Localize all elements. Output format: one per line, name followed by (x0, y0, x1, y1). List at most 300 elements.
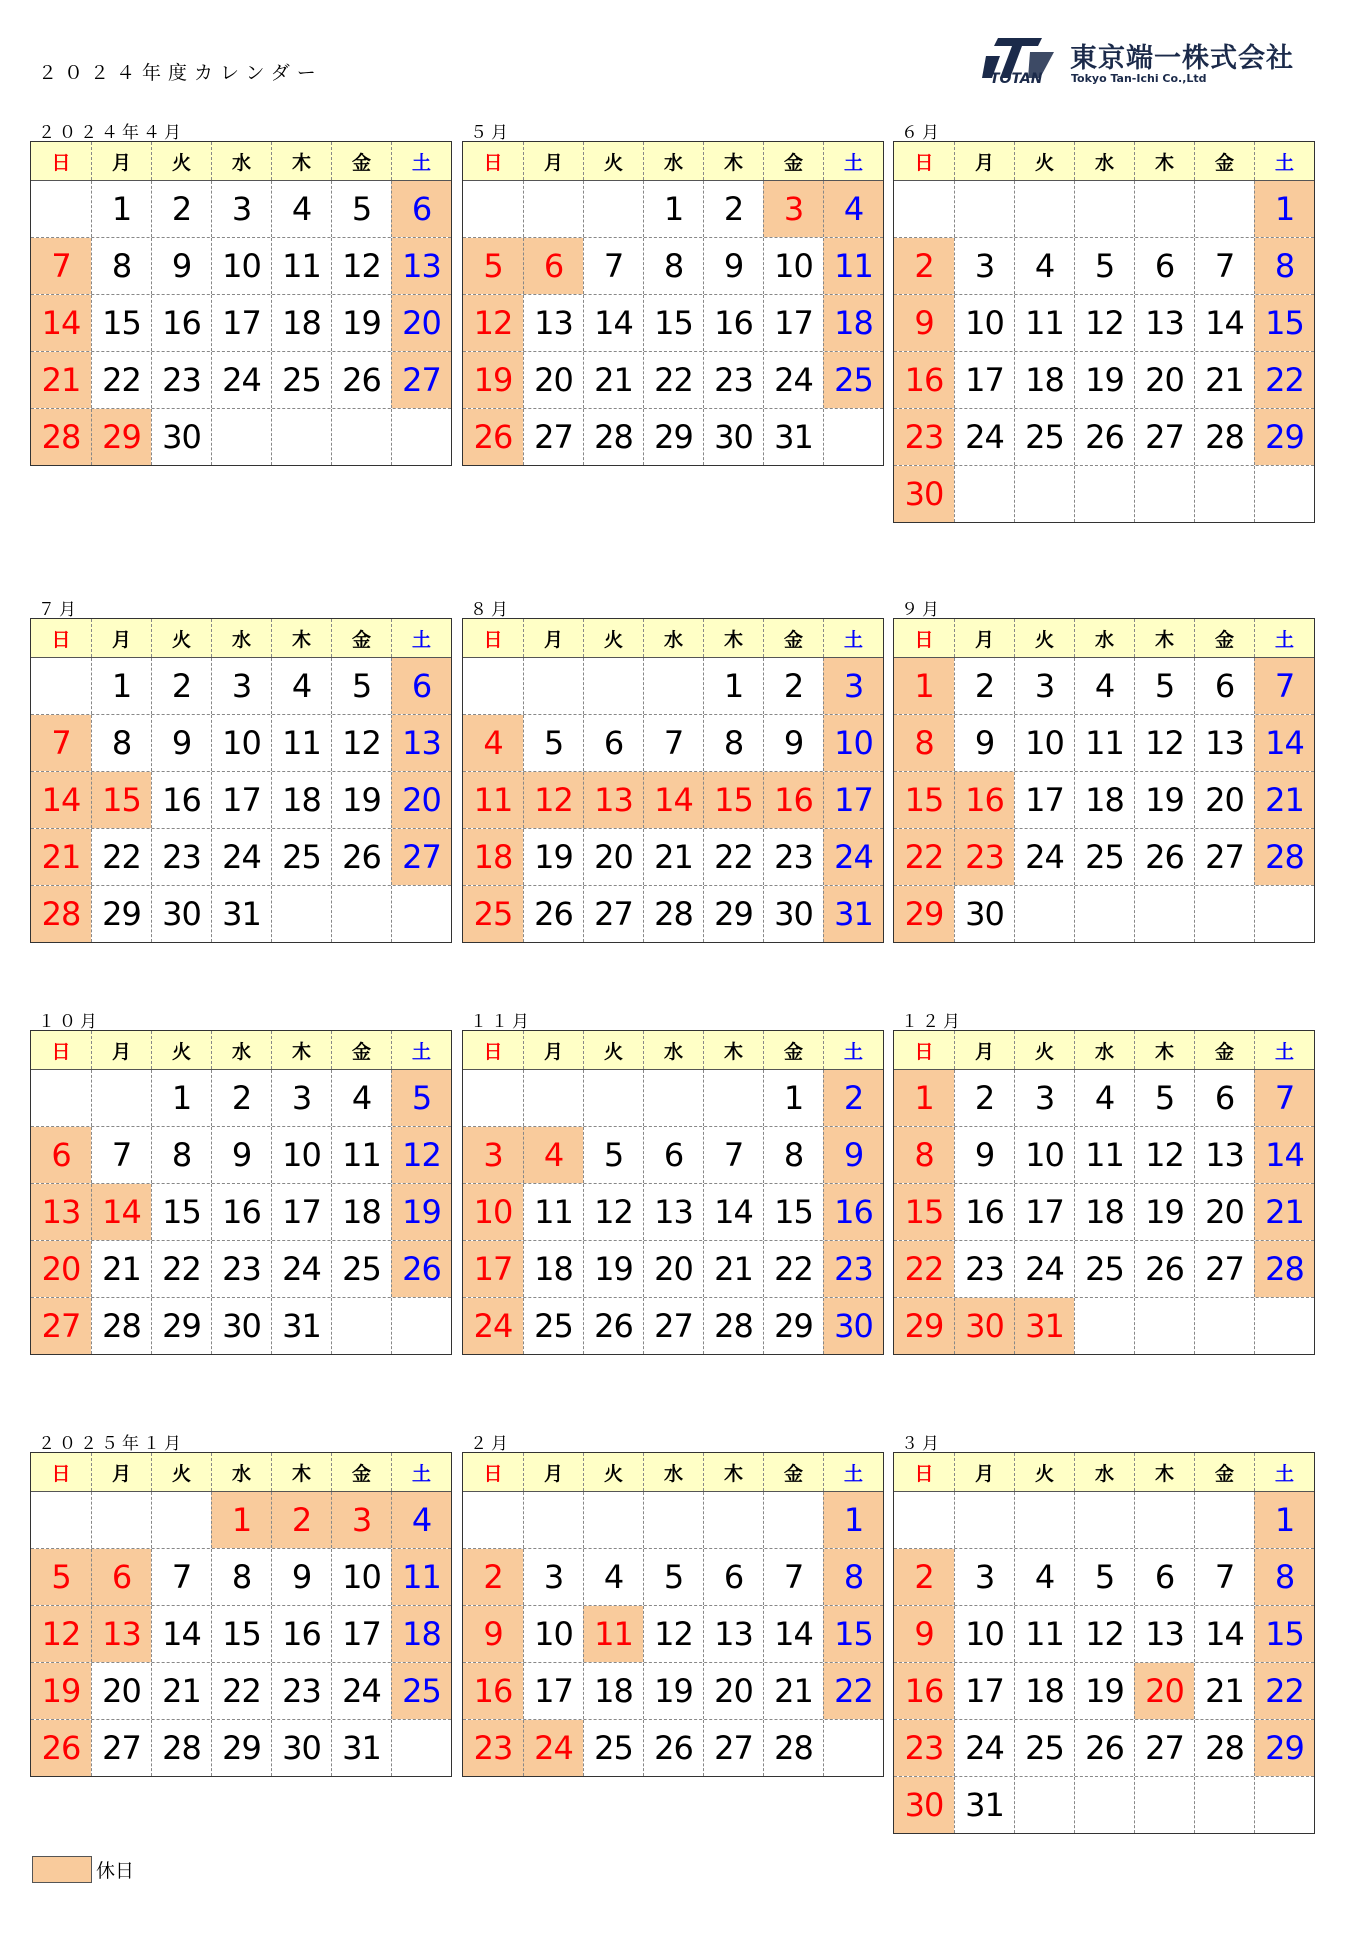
week-row (31, 1297, 451, 1354)
weekday-cell: 水 (643, 619, 703, 657)
day-cell: 25 (1014, 409, 1074, 465)
empty-cell (1194, 466, 1254, 522)
day-cell: 28 (1254, 829, 1314, 885)
weekday-cell: 水 (1074, 1031, 1134, 1069)
day-cell: 5 (331, 658, 391, 714)
day-cell: 25 (271, 352, 331, 408)
weekday-cell: 水 (211, 1453, 271, 1491)
month-calendar (30, 123, 452, 466)
day-cell: 29 (1254, 409, 1314, 465)
weekday-cell: 月 (523, 1453, 583, 1491)
weekday-cell: 月 (91, 1031, 151, 1069)
day-cell: 6 (1134, 238, 1194, 294)
month-table (30, 618, 452, 943)
week-row (894, 771, 1314, 828)
day-cell: 19 (1074, 1663, 1134, 1719)
day-cell: 21 (583, 352, 643, 408)
day-cell: 6 (523, 238, 583, 294)
weekday-header (31, 1031, 451, 1070)
day-cell: 11 (271, 715, 331, 771)
day-cell: 21 (763, 1663, 823, 1719)
day-cell: 8 (894, 715, 954, 771)
day-cell: 18 (823, 295, 883, 351)
weekday-cell: 日 (483, 151, 503, 174)
week-row (463, 1605, 883, 1662)
empty-cell (1254, 1777, 1314, 1833)
day-cell: 28 (1194, 409, 1254, 465)
day-cell: 9 (763, 715, 823, 771)
day-cell: 24 (271, 1241, 331, 1297)
day-cell: 3 (823, 658, 883, 714)
empty-cell (523, 181, 583, 237)
week-row (463, 1297, 883, 1354)
legend-label: 休日 (96, 1860, 135, 1882)
day-cell: 2 (954, 658, 1014, 714)
day-cell: 4 (583, 1549, 643, 1605)
empty-cell (1194, 886, 1254, 942)
day-cell: 21 (31, 352, 91, 408)
weekday-cell: 火 (151, 1453, 211, 1491)
day-cell: 28 (763, 1720, 823, 1776)
day-cell: 10 (823, 715, 883, 771)
day-cell: 26 (391, 1241, 451, 1297)
day-cell: 7 (1254, 1070, 1314, 1126)
day-cell: 12 (583, 1184, 643, 1240)
day-cell: 2 (151, 181, 211, 237)
day-cell: 30 (894, 466, 954, 522)
week-row (31, 237, 451, 294)
day-cell: 6 (391, 181, 451, 237)
weekday-cell: 木 (703, 142, 763, 180)
day-cell: 11 (391, 1549, 451, 1605)
empty-cell (1074, 1777, 1134, 1833)
day-cell: 31 (211, 886, 271, 942)
day-cell: 26 (643, 1720, 703, 1776)
day-cell: 13 (391, 238, 451, 294)
day-cell: 19 (583, 1241, 643, 1297)
week-row (31, 828, 451, 885)
day-cell: 3 (954, 238, 1014, 294)
day-cell: 14 (31, 295, 91, 351)
day-cell: 13 (91, 1606, 151, 1662)
empty-cell (1134, 1777, 1194, 1833)
day-cell: 31 (1014, 1298, 1074, 1354)
legend (32, 1856, 134, 1883)
empty-cell (1194, 1492, 1254, 1548)
day-cell: 26 (583, 1298, 643, 1354)
day-cell: 11 (523, 1184, 583, 1240)
day-cell: 8 (1254, 238, 1314, 294)
month-calendar (462, 1434, 884, 1777)
weekday-cell: 土 (823, 1031, 883, 1069)
day-cell: 22 (823, 1663, 883, 1719)
day-cell: 20 (1134, 352, 1194, 408)
day-cell: 15 (211, 1606, 271, 1662)
day-cell: 24 (463, 1298, 523, 1354)
month-table (30, 1030, 452, 1355)
day-cell: 12 (391, 1127, 451, 1183)
week-row (894, 1297, 1314, 1354)
day-cell: 4 (1074, 1070, 1134, 1126)
weekday-cell: 木 (271, 1031, 331, 1069)
weekday-cell: 金 (331, 619, 391, 657)
empty-cell (643, 1492, 703, 1548)
week-row (31, 771, 451, 828)
day-cell: 1 (643, 181, 703, 237)
month-table (893, 1452, 1315, 1834)
empty-cell (91, 1070, 151, 1126)
week-row (463, 408, 883, 465)
weekday-cell: 木 (1134, 142, 1194, 180)
day-cell: 7 (763, 1549, 823, 1605)
month-label: ６月 (901, 123, 943, 143)
day-cell: 17 (271, 1184, 331, 1240)
empty-cell (211, 409, 271, 465)
day-cell: 13 (1194, 1127, 1254, 1183)
day-cell: 1 (91, 181, 151, 237)
day-cell: 31 (954, 1777, 1014, 1833)
day-cell: 23 (703, 352, 763, 408)
week-row (894, 465, 1314, 522)
weekday-cell: 金 (763, 1453, 823, 1491)
day-cell: 3 (331, 1492, 391, 1548)
month-calendar (893, 123, 1315, 523)
day-cell: 23 (954, 1241, 1014, 1297)
day-cell: 21 (1194, 1663, 1254, 1719)
day-cell: 4 (271, 658, 331, 714)
weekday-cell: 水 (211, 142, 271, 180)
day-cell: 14 (91, 1184, 151, 1240)
day-cell: 18 (1074, 772, 1134, 828)
month-table (893, 1030, 1315, 1355)
day-cell: 5 (331, 181, 391, 237)
day-cell: 29 (91, 409, 151, 465)
month-label: ９月 (901, 600, 943, 620)
weekday-cell: 金 (763, 619, 823, 657)
weekday-cell: 日 (914, 151, 934, 174)
day-cell: 1 (703, 658, 763, 714)
weekday-header (463, 1031, 883, 1070)
day-cell: 23 (271, 1663, 331, 1719)
day-cell: 4 (331, 1070, 391, 1126)
weekday-cell: 水 (1074, 619, 1134, 657)
day-cell: 24 (211, 829, 271, 885)
day-cell: 9 (151, 715, 211, 771)
day-cell: 20 (31, 1241, 91, 1297)
empty-cell (463, 181, 523, 237)
day-cell: 13 (643, 1184, 703, 1240)
day-cell: 15 (703, 772, 763, 828)
empty-cell (1134, 1492, 1194, 1548)
day-cell: 11 (1014, 295, 1074, 351)
day-cell: 1 (1254, 181, 1314, 237)
weekday-cell: 金 (1194, 1453, 1254, 1491)
week-row (894, 1605, 1314, 1662)
day-cell: 9 (703, 238, 763, 294)
empty-cell (1194, 181, 1254, 237)
day-cell: 20 (643, 1241, 703, 1297)
day-cell: 6 (643, 1127, 703, 1183)
weekday-cell: 日 (483, 1040, 503, 1063)
day-cell: 6 (703, 1549, 763, 1605)
empty-cell (1194, 1777, 1254, 1833)
weekday-cell: 月 (954, 142, 1014, 180)
week-row (463, 1492, 883, 1548)
day-cell: 27 (1134, 409, 1194, 465)
week-row (463, 237, 883, 294)
empty-cell (894, 1492, 954, 1548)
day-cell: 7 (151, 1549, 211, 1605)
weekday-cell: 日 (483, 628, 503, 651)
day-cell: 26 (1134, 829, 1194, 885)
day-cell: 19 (1134, 1184, 1194, 1240)
day-cell: 5 (1074, 238, 1134, 294)
day-cell: 1 (1254, 1492, 1314, 1548)
day-cell: 10 (1014, 715, 1074, 771)
week-row (463, 828, 883, 885)
day-cell: 17 (463, 1241, 523, 1297)
day-cell: 22 (91, 352, 151, 408)
day-cell: 22 (703, 829, 763, 885)
day-cell: 14 (703, 1184, 763, 1240)
month-calendar (893, 600, 1315, 943)
day-cell: 4 (463, 715, 523, 771)
day-cell: 28 (583, 409, 643, 465)
weekday-cell: 火 (583, 1453, 643, 1491)
day-cell: 16 (894, 352, 954, 408)
day-cell: 6 (583, 715, 643, 771)
weekday-header (894, 1031, 1314, 1070)
day-cell: 8 (894, 1127, 954, 1183)
day-cell: 9 (894, 295, 954, 351)
day-cell: 28 (151, 1720, 211, 1776)
month-label: ２０２４年４月 (38, 123, 185, 143)
day-cell: 2 (271, 1492, 331, 1548)
day-cell: 24 (823, 829, 883, 885)
weekday-cell: 火 (583, 619, 643, 657)
day-cell: 20 (1134, 1663, 1194, 1719)
day-cell: 10 (463, 1184, 523, 1240)
day-cell: 24 (954, 409, 1014, 465)
day-cell: 10 (954, 1606, 1014, 1662)
weekday-header (894, 1453, 1314, 1492)
day-cell: 3 (463, 1127, 523, 1183)
day-cell: 27 (703, 1720, 763, 1776)
day-cell: 28 (703, 1298, 763, 1354)
weekday-cell: 土 (391, 1031, 451, 1069)
day-cell: 4 (1014, 238, 1074, 294)
weekday-cell: 水 (643, 1031, 703, 1069)
day-cell: 5 (391, 1070, 451, 1126)
day-cell: 15 (1254, 295, 1314, 351)
weekday-cell: 金 (1194, 619, 1254, 657)
empty-cell (763, 1492, 823, 1548)
day-cell: 27 (91, 1720, 151, 1776)
day-cell: 14 (763, 1606, 823, 1662)
empty-cell (1014, 886, 1074, 942)
day-cell: 7 (1194, 238, 1254, 294)
day-cell: 1 (211, 1492, 271, 1548)
weekday-cell: 月 (91, 619, 151, 657)
day-cell: 14 (1194, 1606, 1254, 1662)
empty-cell (823, 409, 883, 465)
day-cell: 12 (31, 1606, 91, 1662)
month-label: ８月 (470, 600, 512, 620)
week-row (894, 1548, 1314, 1605)
weekday-cell: 月 (954, 619, 1014, 657)
day-cell: 15 (763, 1184, 823, 1240)
day-cell: 21 (31, 829, 91, 885)
day-cell: 6 (1134, 1549, 1194, 1605)
weekday-cell: 月 (954, 1453, 1014, 1491)
month-label: ３月 (901, 1434, 943, 1454)
day-cell: 12 (643, 1606, 703, 1662)
empty-cell (1134, 466, 1194, 522)
day-cell: 18 (271, 772, 331, 828)
day-cell: 25 (463, 886, 523, 942)
week-row (463, 1183, 883, 1240)
empty-cell (703, 1070, 763, 1126)
weekday-header (894, 619, 1314, 658)
page-title: ２０２４年度カレンダー (38, 62, 323, 84)
week-row (894, 294, 1314, 351)
empty-cell (331, 1298, 391, 1354)
day-cell: 8 (643, 238, 703, 294)
empty-cell (331, 409, 391, 465)
empty-cell (1074, 886, 1134, 942)
weekday-cell: 金 (1194, 1031, 1254, 1069)
day-cell: 20 (703, 1663, 763, 1719)
week-row (31, 351, 451, 408)
day-cell: 18 (583, 1663, 643, 1719)
week-row (31, 1070, 451, 1126)
day-cell: 20 (391, 295, 451, 351)
day-cell: 19 (1074, 352, 1134, 408)
day-cell: 11 (1074, 715, 1134, 771)
day-cell: 12 (331, 715, 391, 771)
day-cell: 8 (91, 238, 151, 294)
day-cell: 16 (823, 1184, 883, 1240)
empty-cell (523, 1492, 583, 1548)
day-cell: 21 (643, 829, 703, 885)
day-cell: 29 (1254, 1720, 1314, 1776)
day-cell: 15 (823, 1606, 883, 1662)
weekday-cell: 日 (51, 151, 71, 174)
day-cell: 4 (823, 181, 883, 237)
day-cell: 29 (151, 1298, 211, 1354)
day-cell: 13 (391, 715, 451, 771)
day-cell: 28 (1254, 1241, 1314, 1297)
day-cell: 28 (31, 886, 91, 942)
empty-cell (583, 658, 643, 714)
month-calendar (462, 123, 884, 466)
day-cell: 29 (211, 1720, 271, 1776)
day-cell: 9 (894, 1606, 954, 1662)
day-cell: 22 (211, 1663, 271, 1719)
day-cell: 12 (1134, 1127, 1194, 1183)
day-cell: 24 (763, 352, 823, 408)
day-cell: 25 (823, 352, 883, 408)
day-cell: 31 (331, 1720, 391, 1776)
day-cell: 17 (954, 352, 1014, 408)
day-cell: 12 (1074, 295, 1134, 351)
day-cell: 22 (894, 1241, 954, 1297)
weekday-cell: 木 (703, 619, 763, 657)
day-cell: 19 (31, 1663, 91, 1719)
day-cell: 27 (1194, 829, 1254, 885)
day-cell: 8 (151, 1127, 211, 1183)
month-calendar (462, 1012, 884, 1355)
day-cell: 5 (523, 715, 583, 771)
day-cell: 19 (643, 1663, 703, 1719)
weekday-cell: 土 (823, 142, 883, 180)
day-cell: 17 (763, 295, 823, 351)
day-cell: 2 (894, 238, 954, 294)
day-cell: 27 (31, 1298, 91, 1354)
day-cell: 28 (91, 1298, 151, 1354)
weekday-cell: 土 (823, 1453, 883, 1491)
weekday-cell: 火 (1014, 619, 1074, 657)
day-cell: 7 (643, 715, 703, 771)
empty-cell (31, 181, 91, 237)
day-cell: 22 (91, 829, 151, 885)
weekday-cell: 土 (391, 142, 451, 180)
day-cell: 15 (1254, 1606, 1314, 1662)
weekday-cell: 月 (523, 142, 583, 180)
day-cell: 12 (523, 772, 583, 828)
weekday-cell: 水 (1074, 142, 1134, 180)
day-cell: 1 (823, 1492, 883, 1548)
day-cell: 2 (894, 1549, 954, 1605)
day-cell: 15 (643, 295, 703, 351)
day-cell: 27 (583, 886, 643, 942)
day-cell: 5 (1074, 1549, 1134, 1605)
empty-cell (703, 1492, 763, 1548)
weekday-cell: 金 (763, 142, 823, 180)
day-cell: 23 (954, 829, 1014, 885)
day-cell: 28 (1194, 1720, 1254, 1776)
month-table (462, 618, 884, 943)
day-cell: 27 (1134, 1720, 1194, 1776)
day-cell: 6 (1194, 1070, 1254, 1126)
week-row (31, 181, 451, 237)
week-row (31, 714, 451, 771)
week-row (463, 351, 883, 408)
weekday-cell: 月 (91, 1453, 151, 1491)
day-cell: 8 (763, 1127, 823, 1183)
week-row (894, 1492, 1314, 1548)
day-cell: 1 (763, 1070, 823, 1126)
weekday-header (31, 142, 451, 181)
day-cell: 23 (151, 352, 211, 408)
day-cell: 13 (703, 1606, 763, 1662)
day-cell: 9 (463, 1606, 523, 1662)
empty-cell (151, 1492, 211, 1548)
week-row (463, 1126, 883, 1183)
day-cell: 9 (954, 1127, 1014, 1183)
week-row (463, 658, 883, 714)
week-row (463, 1719, 883, 1776)
day-cell: 10 (211, 238, 271, 294)
day-cell: 11 (823, 238, 883, 294)
weekday-cell: 金 (331, 142, 391, 180)
week-row (31, 885, 451, 942)
day-cell: 25 (523, 1298, 583, 1354)
day-cell: 21 (1254, 772, 1314, 828)
day-cell: 31 (763, 409, 823, 465)
day-cell: 17 (523, 1663, 583, 1719)
day-cell: 13 (31, 1184, 91, 1240)
